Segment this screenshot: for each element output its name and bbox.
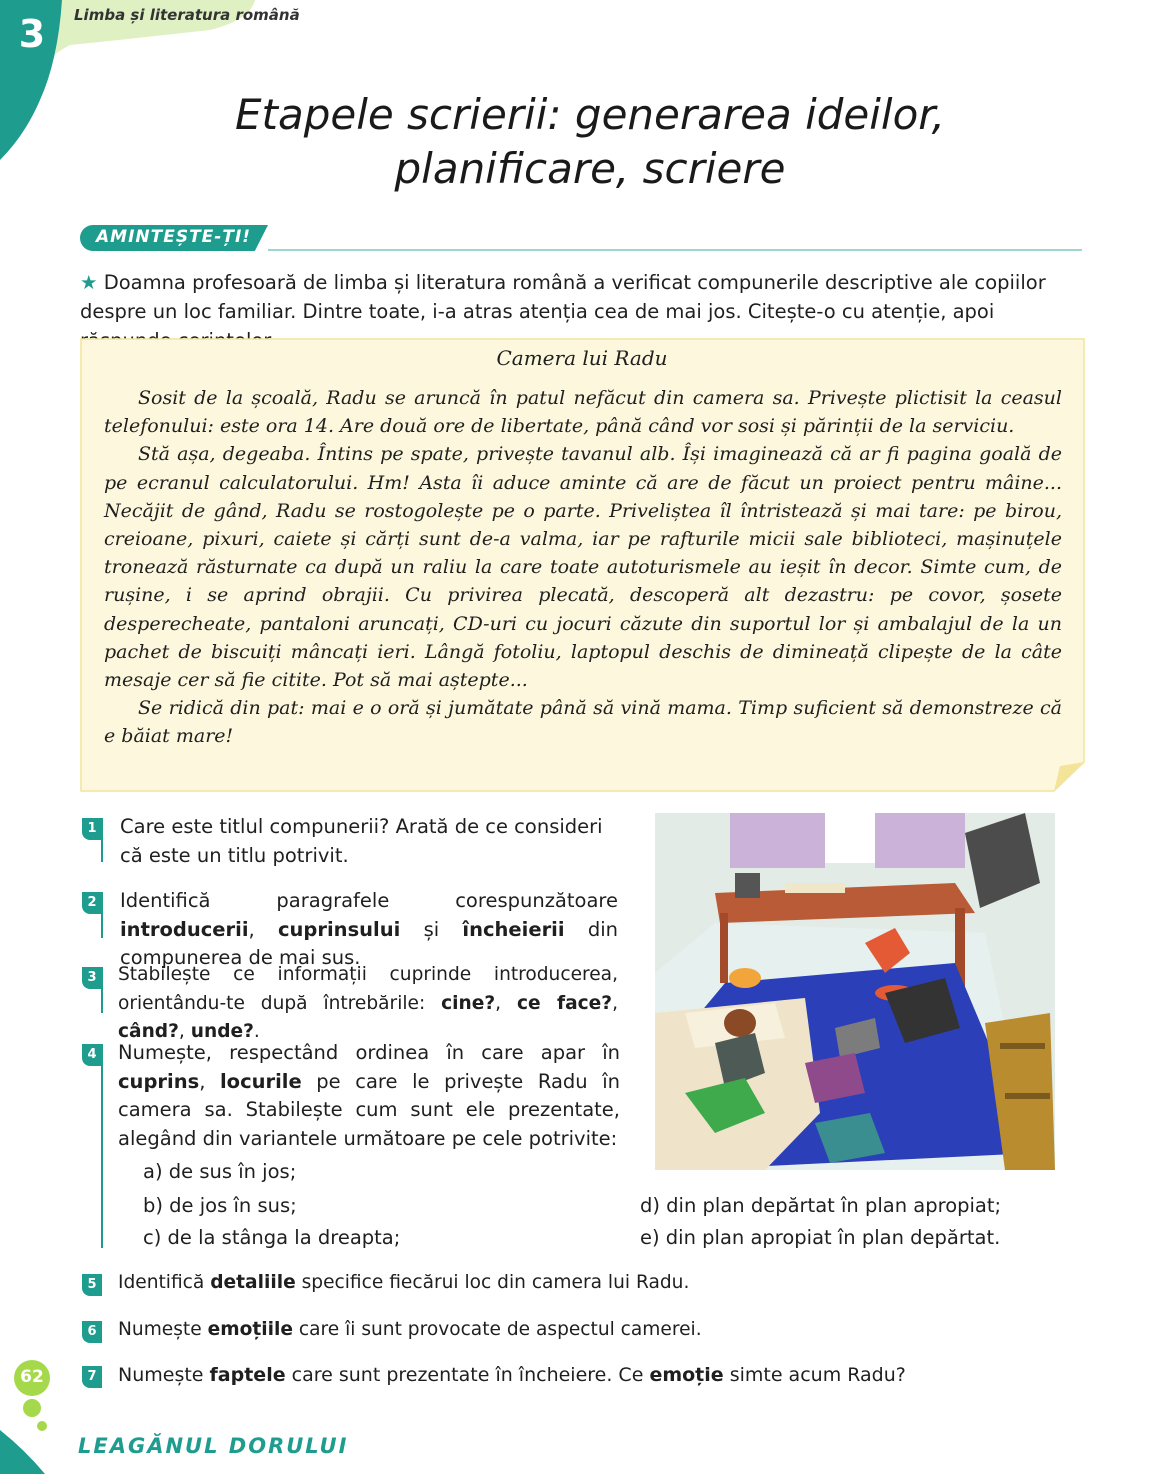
text-run: , <box>248 917 278 941</box>
composition-paragraph: Stă așa, degeaba. Întins pe spate, privește tavanul alb. Își imaginează că ar fi pagina goală de pe ecranul calculatorului. Hm! Asta îi aduce aminte că are de făcut un proiect pentru mâine... Necăjit de gând, Radu se rostogolește pe o parte. Priveliștea îl întristează și mai tare: pe birou, creioane, pixuri, caiete și cărți sunt de-a valma, iar pe rafturile micii sale biblioteci, mașinuțele tronează răsturnate ca după un raliu la care toate autoturismele au ieșit în decor. Simte cum, de rușine, i se aprind obrajii. Cu privirea plecată, descoperă alt dezastru: pe covor, șosete desperecheate, pantaloni aruncați, CD-uri cu jocuri căzute din suportul lor și ambalajul de la un pachet de biscuiți mâncați ieri. Lângă fotoliu, laptopul deschis de dimineață clipește de la câte mesaje cer să fie citite. Pot să mai aștepte... <box>104 443 1062 692</box>
bold-run: emoțiile <box>207 1319 293 1340</box>
text-run: Numește <box>118 1319 208 1340</box>
star-icon: ★ <box>80 271 98 294</box>
text-run: , <box>495 992 517 1014</box>
question-6-text <box>118 1316 1078 1345</box>
question-bar <box>101 1044 103 1248</box>
text-run: , <box>199 1069 220 1093</box>
question-3-text <box>118 961 618 1047</box>
bold-run: locurile <box>219 1069 302 1093</box>
text-run: pe care le privește Radu în camera sa. Stabilește cum sunt ele prezentate, alegând din variantele următoare pe cele potrivite: <box>118 1069 620 1150</box>
text-run: Identifică paragrafele corespunzătoare <box>120 889 618 912</box>
book-title: LEAGĂNUL DORULUI <box>78 1434 349 1458</box>
section-divider <box>268 249 1082 251</box>
bold-run: încheierii <box>462 917 565 941</box>
option-b: b) de jos în sus; <box>143 1194 297 1217</box>
text-run: care îi sunt provocate de aspectul camerei. <box>292 1319 702 1340</box>
section-label: AMINTEȘTE-ȚI! <box>96 227 252 247</box>
option-a: a) de sus în jos; <box>143 1160 297 1183</box>
chapter-number: 3 <box>18 12 46 56</box>
option-c: c) de la stânga la dreapta; <box>143 1226 401 1249</box>
intro-text: Doamna profesoară de limba și literatura română a verificat compunerile descriptive ale copiilor despre un loc familiar. Dintre toate, i-a atras atenția cea de mai jos. Citește-o cu atenție, apoi <box>80 271 1046 323</box>
lesson-title-line2: planificare, scriere <box>394 144 786 193</box>
option-e: e) din plan apropiat în plan depărtat. <box>640 1226 1001 1249</box>
text-run: și <box>400 917 463 941</box>
bold-run: ce face? <box>516 992 613 1014</box>
page-number: 62 <box>20 1367 44 1387</box>
bold-run: când? <box>118 1021 179 1043</box>
bold-run: cine? <box>441 992 496 1014</box>
text-run: , <box>612 992 619 1014</box>
question-number: 4 <box>82 1044 102 1066</box>
bold-run: cuprins <box>118 1069 200 1093</box>
question-number: 5 <box>82 1274 102 1296</box>
question-number: 3 <box>82 967 102 989</box>
question-bar <box>101 818 103 862</box>
text-run: Stabilește ce informații cuprinde introducerea, orientându-te după întrebările: <box>118 964 618 1014</box>
question-number: 7 <box>82 1366 102 1388</box>
messy-bedroom-illustration <box>655 813 1055 1170</box>
bold-run: unde? <box>190 1021 254 1043</box>
text-run: Identifică <box>118 1272 211 1293</box>
text-run: simte acum Radu? <box>723 1364 906 1386</box>
text-run: Numește, respectând ordinea în care apar în <box>118 1041 620 1064</box>
bold-run: introducerii <box>120 917 249 941</box>
lesson-title <box>150 88 1030 196</box>
lesson-title-line1: Etapele scrierii: generarea ideilor, <box>234 90 946 139</box>
question-1-text: Care este titlul compunerii? Arată de ce consideri că este un titlu potrivit. <box>120 815 603 867</box>
composition-paragraph: Se ridică din pat: mai e o oră și jumătate până să vină mama. Timp suficient să demonstreze că e băiat mare! <box>104 697 1062 748</box>
option-d: d) din plan depărtat în plan apropiat; <box>640 1194 1002 1217</box>
question-bar <box>101 967 103 1013</box>
question-number: 1 <box>82 818 102 840</box>
question-4-text <box>118 1039 620 1153</box>
question-number: 6 <box>82 1321 102 1343</box>
text-run: . <box>253 1021 260 1043</box>
composition-text <box>104 384 1062 751</box>
composition-title: Camera lui Radu <box>496 346 668 370</box>
text-run: specifice fiecărui loc din camera lui Radu. <box>295 1272 690 1293</box>
text-run: din compunerea de mai sus. <box>120 917 618 970</box>
question-7-text <box>118 1361 1078 1390</box>
subject-label: Limba și literatura română <box>74 6 300 24</box>
question-number: 2 <box>82 892 102 914</box>
question-bar <box>101 892 103 938</box>
question-5-text <box>118 1269 1078 1298</box>
bold-run: faptele <box>209 1364 286 1386</box>
text-run: care sunt prezentate în încheiere. Ce <box>285 1364 650 1386</box>
bold-run: cuprinsului <box>277 917 401 941</box>
text-run: Numește <box>118 1364 210 1386</box>
composition-paragraph: Sosit de la școală, Radu se aruncă în patul nefăcut din camera sa. Privește plictisit la ceasul telefonului: este ora 14. Are două ore de libertate, până când vor sosi și părinții de la serviciu. <box>104 387 1062 438</box>
bold-run: detaliile <box>210 1272 296 1293</box>
question-2-text <box>120 887 618 973</box>
bold-run: emoție <box>649 1364 724 1386</box>
text-run: , <box>178 1021 191 1043</box>
